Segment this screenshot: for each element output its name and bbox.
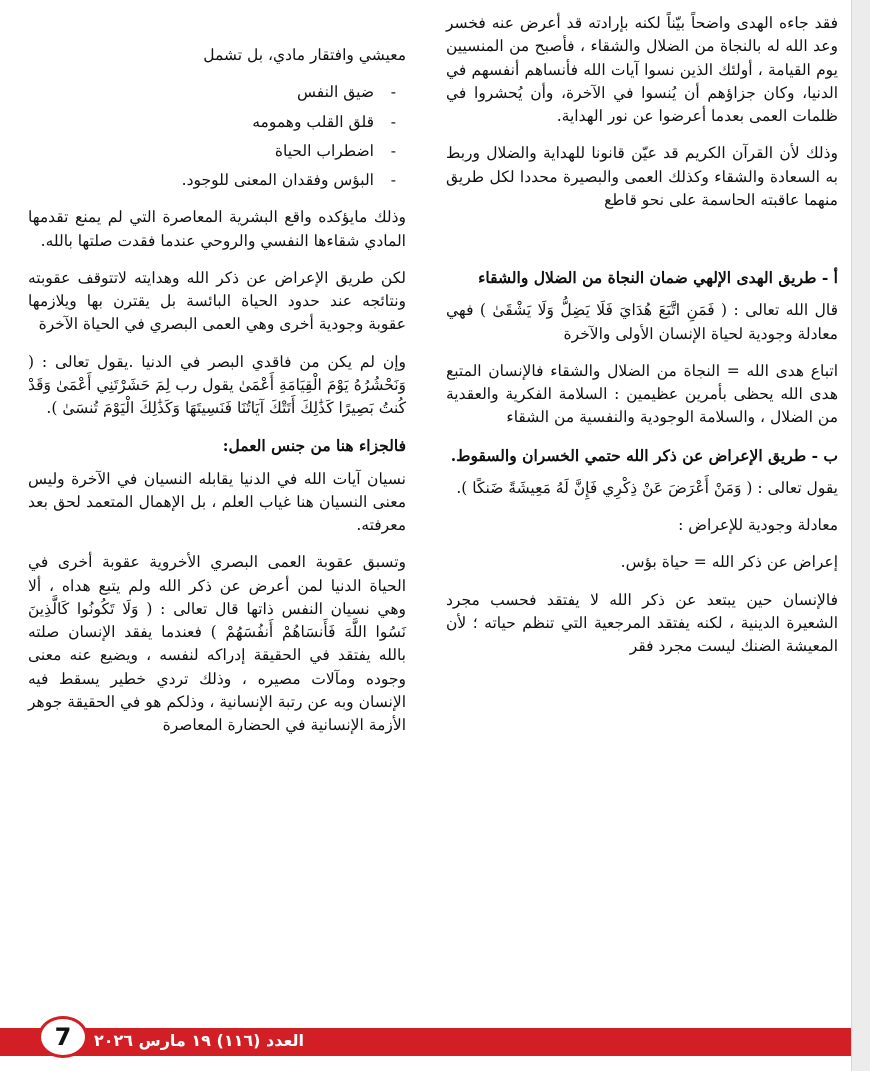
spacer [446, 226, 838, 266]
paragraph: معادلة وجودية للإعراض : [678, 516, 838, 534]
issue-date: العدد (١١٦) ١٩ مارس ٢٠٢٦ [94, 1031, 304, 1050]
section-heading-a: أ - طريق الهدى الإلهي ضمان النجاة من الضلال والشقاء [478, 268, 838, 287]
paragraph: وإن لم يكن من فاقدي البصر في الدنيا .يقول تعالى : ( وَنَحْشُرُهُ يَوْمَ الْقِيَامَةِ أَعْمَىٰ يقول رب لِمَ حَشَرْتَنِي أَعْمَىٰ وَقَدْ كُنتُ بَصِيرًا كَذَٰلِكَ أَتَتْكَ آيَاتُنَا فَنَسِيتَهَا وَكَذَٰلِكَ الْيَوْمَ تُنسَىٰ ). [28, 352, 406, 417]
bullet-list [28, 81, 406, 192]
list-item: - ضيق النفس [28, 81, 396, 104]
list-item: - اضطراب الحياة [28, 140, 396, 163]
paragraph: لكن طريق الإعراض عن ذكر الله وهدايته لاتتوقف عقوبته ونتائجه عند حدود الحياة البائسة بل يقترن بها ويلازمها عقوبة وجودية أخرى وهي العمى البصري في الحياة الآخرة [28, 268, 406, 334]
paragraph: وذلك مايؤكده واقع البشرية المعاصرة التي لم يمنع تقدمها المادي شقاءها النفسي والروحي عندما فقدت صلتها بالله. [28, 208, 406, 250]
subheading: فالجزاء هنا من جنس العمل: [222, 436, 406, 456]
paragraph: فالإنسان حين يبتعد عن ذكر الله لا يفتقد فحسب مجرد الشعيرة الدينية ، لكنه يفتقد المرجعية التي تنظم حياته ؛ لأن المعيشة الضنك ليست مجرد فقر [446, 590, 838, 655]
paragraph: وتسبق عقوبة العمى البصري الأخروية عقوبة أخرى في الحياة الدنيا لمن أعرض عن ذكر الله ولم يتبع هداه ، ألا وهي نسيان النفس ذاتها قال تعالى : ( وَلَا تَكُونُوا كَالَّذِينَ نَسُوا اللَّهَ فَأَنسَاهُمْ أَنفُسَهُمْ ) فعندما يفقد الإنسان صلته بالله يفتقد في الحقيقة إدراكه لنفسه ، ويضيع عنه معنى وجوده ومآلات مصيره ، وذلك تردي خطير يسقط فيه الإنسان وبه عن رتبة الإنسانية ، وذلكم هو في الحقيقة جوهر الأزمة الإنسانية في الحضارة المعاصرة [28, 553, 406, 734]
paragraph: وذلك لأن القرآن الكريم قد عيّن قانونا للهداية والضلال وربط به السعادة والشقاء وكذلك العمى والبصيرة محددا لكل طريق منهما عاقبته الحاسمة على نحو قاطع [446, 144, 838, 209]
left-column [28, 44, 406, 751]
list-item: - البؤس وفقدان المعنى للوجود. [28, 169, 396, 192]
paragraph: نسيان آيات الله في الدنيا يقابله النسيان في الآخرة وليس معنى النسيان هنا غياب العلم ، بل الإهمال المتعمد لحق بعد معرفته. [28, 469, 406, 534]
section-heading-b: ب - طريق الإعراض عن ذكر الله حتمي الخسران والسقوط. [450, 445, 838, 465]
right-column [446, 12, 838, 672]
page-edge-shadow [851, 0, 870, 1071]
paragraph: اتباع هدى الله = النجاة من الضلال والشقاء فالإنسان المتبع هدى الله يحظى بأمرين عظيمين : السلامة الفكرية والعقدية من الضلال ، والسلامة الوجودية والنفسية من الشقاء [446, 361, 838, 427]
paragraph: قال الله تعالى : ( فَمَنِ اتَّبَعَ هُدَايَ فَلَا يَضِلُّ وَلَا يَشْقَىٰ ) فهي معادلة وجودية لحياة الإنسان الأولى والآخرة [446, 301, 838, 343]
paragraph: معيشي وافتقار مادي، بل تشمل [203, 46, 406, 64]
paragraph: فقد جاءه الهدى واضحاً بيّناً لكنه بإرادته قد أعرض عنه فخسر وعد الله له بالنجاة من الضلال والشقاء ، فأصبح من المنسيين يوم القيامة ، أولئك الذين نسوا آيات الله فأنساهم أنفسهم في الدنيا، وكان جزاؤهم أن يُنسوا في الآخرة، وأن يُحشروا في ظلمات العمى بعدما أعرضوا عن نور الهداية. [446, 14, 838, 125]
paragraph: يقول تعالى : ( وَمَنْ أَعْرَضَ عَنْ ذِكْرِي فَإِنَّ لَهُ مَعِيشَةً ضَنكًا ). [456, 478, 838, 497]
page-number: 7 [38, 1016, 88, 1058]
equation-line: إعراض عن ذكر الله = حياة بؤس. [620, 553, 838, 572]
list-item: - قلق القلب وهمومه [28, 111, 396, 134]
